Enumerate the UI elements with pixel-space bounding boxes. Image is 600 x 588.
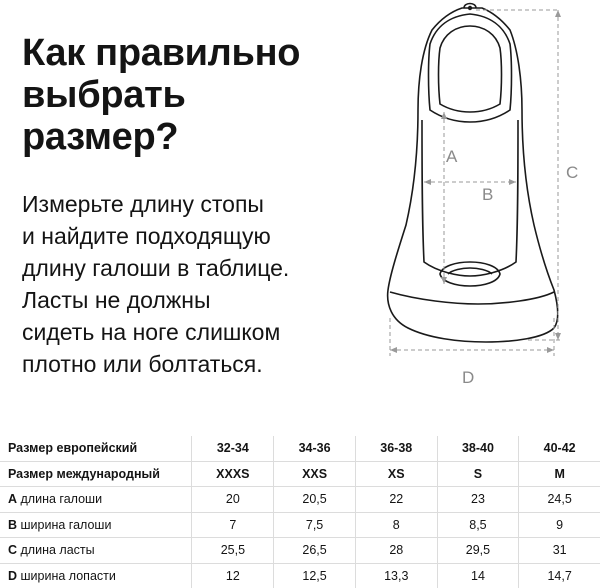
- table-cell: 20,5: [274, 487, 356, 513]
- label-b: B: [482, 185, 494, 204]
- instruction-line: Ласты не должны: [22, 287, 211, 313]
- fin-outline: [388, 8, 558, 342]
- table-cell: 8,5: [437, 512, 519, 538]
- instruction-line: длину галоши в таблице.: [22, 255, 290, 281]
- table-cell: 26,5: [274, 538, 356, 564]
- table-cell: 8: [355, 512, 437, 538]
- size-instructions: [22, 188, 352, 380]
- table-cell: 12: [192, 563, 274, 588]
- row-label: Размер европейский: [0, 436, 192, 461]
- size-table: [0, 436, 600, 588]
- table-cell: 22: [355, 487, 437, 513]
- title-line: размер?: [22, 116, 179, 158]
- heel-opening: [439, 26, 502, 112]
- table-cell: XS: [355, 461, 437, 487]
- toe-opening-inner: [448, 268, 492, 274]
- title-line: Как правильно: [22, 32, 301, 74]
- table-cell: S: [437, 461, 519, 487]
- table-cell: 23: [437, 487, 519, 513]
- table-cell: 28: [355, 538, 437, 564]
- table-cell: XXXS: [192, 461, 274, 487]
- table-cell: XXS: [274, 461, 356, 487]
- table-cell: 9: [519, 512, 600, 538]
- table-cell: 32-34: [192, 436, 274, 461]
- table-cell: 7: [192, 512, 274, 538]
- table-row: [0, 461, 600, 487]
- table-cell: 14,7: [519, 563, 600, 588]
- table-row: [0, 512, 600, 538]
- table-cell: 7,5: [274, 512, 356, 538]
- page-title: [22, 32, 352, 158]
- row-label-text: ширина лопасти: [20, 568, 116, 583]
- arrow-head: [555, 10, 561, 17]
- arrow-head: [555, 333, 561, 340]
- table-cell: 40-42: [519, 436, 600, 461]
- row-label: [0, 563, 192, 588]
- table-cell: M: [519, 461, 600, 487]
- label-d: D: [462, 368, 475, 387]
- table-row: [0, 563, 600, 588]
- row-label-text: длина ласты: [20, 543, 95, 558]
- row-letter: B: [8, 517, 18, 532]
- table-cell: 29,5: [437, 538, 519, 564]
- row-letter: C: [8, 543, 18, 558]
- row-label: [0, 538, 192, 564]
- table-cell: 38-40: [437, 436, 519, 461]
- top-tab-hole: [468, 6, 472, 10]
- table-cell: 25,5: [192, 538, 274, 564]
- table-cell: 31: [519, 538, 600, 564]
- table-cell: 20: [192, 487, 274, 513]
- arrow-head: [547, 347, 554, 353]
- row-label-text: длина галоши: [20, 492, 103, 507]
- arrow-head: [509, 179, 516, 185]
- table-cell: 24,5: [519, 487, 600, 513]
- row-label-text: ширина галоши: [20, 517, 112, 532]
- table-row: [0, 538, 600, 564]
- row-label: [0, 487, 192, 513]
- table-cell: 14: [437, 563, 519, 588]
- arrow-head: [390, 347, 397, 353]
- table-row: [0, 436, 600, 461]
- label-c: C: [566, 163, 579, 182]
- title-line: выбрать: [22, 74, 186, 116]
- table-cell: 12,5: [274, 563, 356, 588]
- instruction-line: сидеть на ноге слишком: [22, 319, 281, 345]
- blade-line: [390, 292, 554, 304]
- row-letter: D: [8, 568, 18, 583]
- label-a: A: [446, 147, 458, 166]
- table-cell: 13,3: [355, 563, 437, 588]
- instruction-line: и найдите подходящую: [22, 223, 271, 249]
- table-cell: 36-38: [355, 436, 437, 461]
- arrow-head: [441, 112, 447, 119]
- row-label: [0, 512, 192, 538]
- fin-diagram: [378, 0, 600, 390]
- heel-strap: [429, 14, 512, 122]
- instruction-line: плотно или болтаться.: [22, 351, 263, 377]
- instruction-line: Измерьте длину стопы: [22, 191, 264, 217]
- table-cell: 34-36: [274, 436, 356, 461]
- arrow-head: [424, 179, 431, 185]
- table-row: [0, 487, 600, 513]
- row-letter: A: [8, 492, 18, 507]
- foot-pocket: [422, 120, 518, 276]
- row-label: Размер международный: [0, 461, 192, 487]
